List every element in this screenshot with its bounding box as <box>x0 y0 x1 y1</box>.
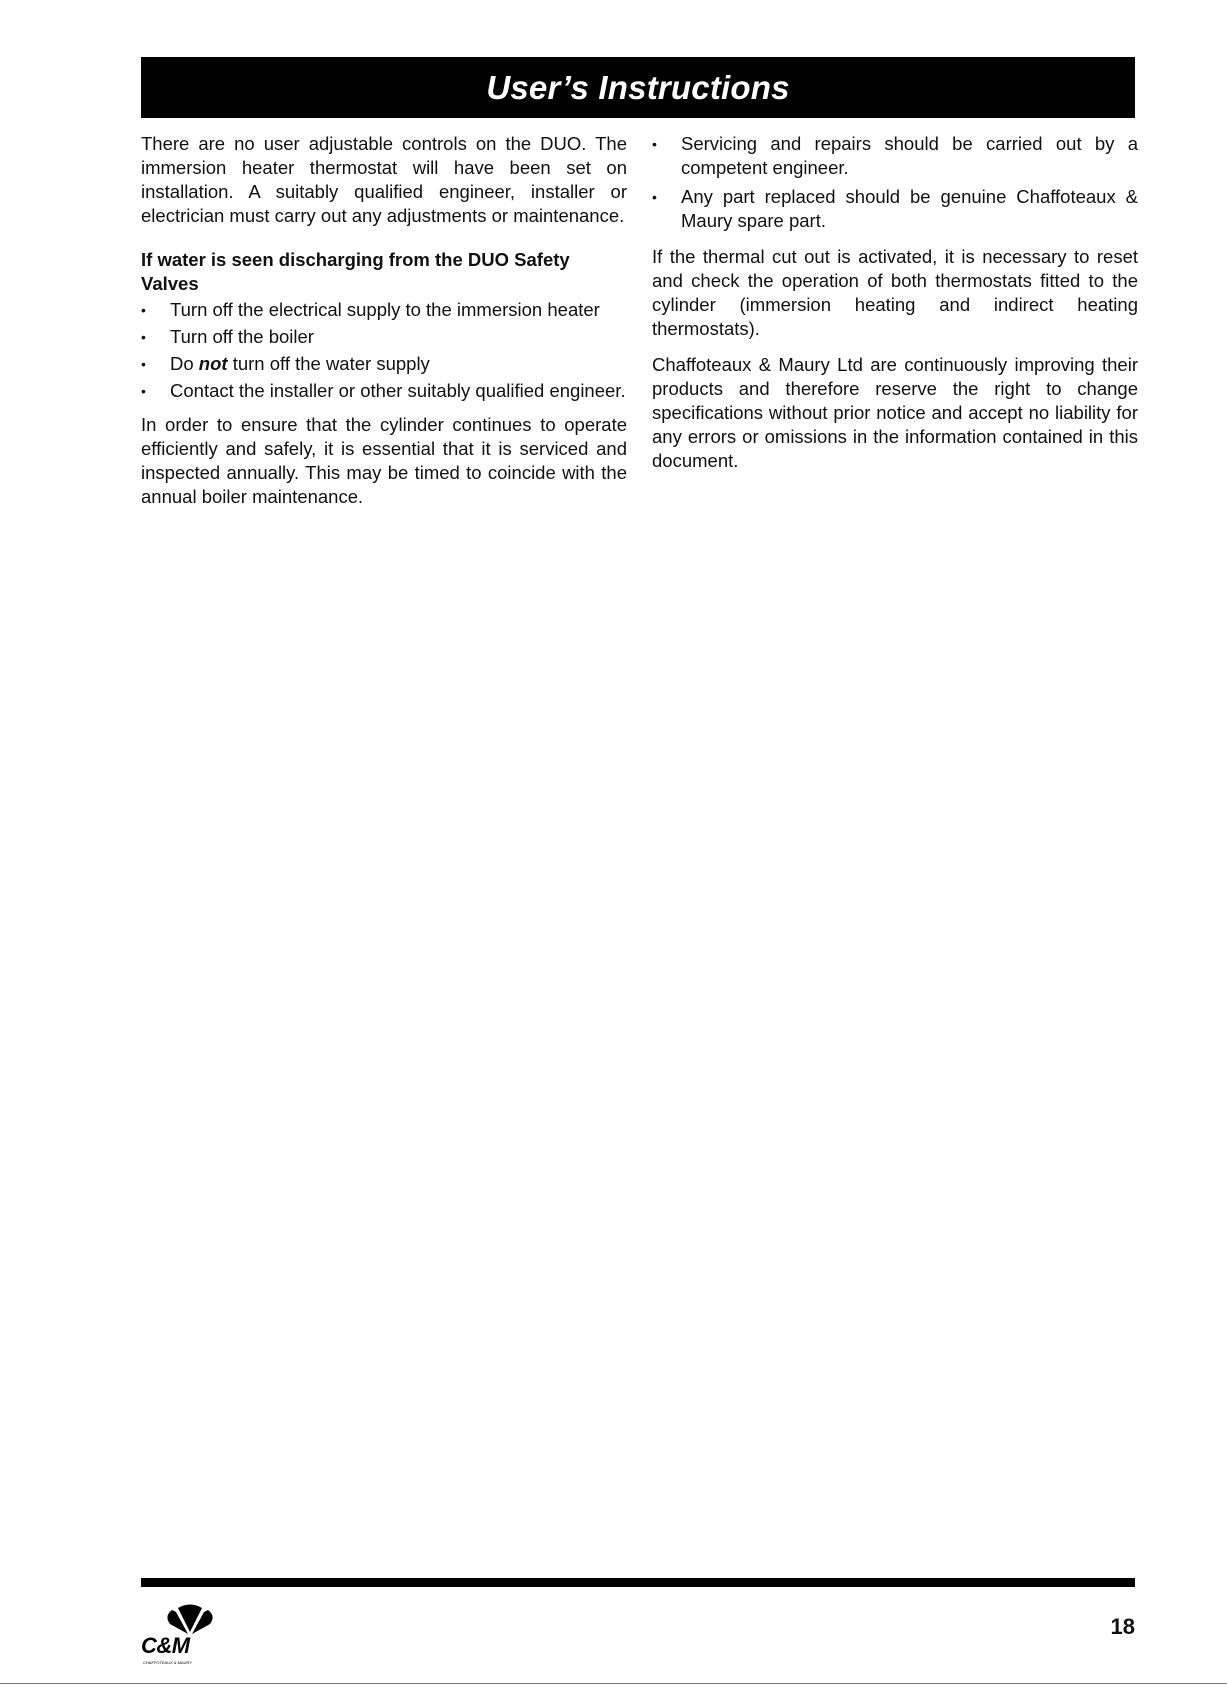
list-item-text: Contact the installer or other suitably qualified engineer. <box>170 380 626 401</box>
bullet-icon: • <box>141 302 146 318</box>
list-item-text-before: Do <box>170 353 199 374</box>
list-item <box>141 379 627 403</box>
bullet-icon: • <box>141 383 146 399</box>
intro-paragraph: There are no user adjustable controls on the DUO. The immersion heater thermostat will have been set on installation. A suitably qualified engineer, installer or electrician must carry out any adjustments or maintenance. <box>141 133 627 226</box>
page-title: User’s Instructions <box>486 68 790 106</box>
maintenance-paragraph: In order to ensure that the cylinder continues to operate efficiently and safely, it is essential that it is serviced and inspected annually. This may be timed to coincide with the annual boiler maintenance. <box>141 414 627 507</box>
left-column <box>141 132 627 521</box>
safety-valve-heading: If water is seen discharging from the DUO Safety Valves <box>141 249 570 294</box>
reset-paragraph: If the thermal cut out is activated, it is necessary to reset and check the operation of both thermostats fitted to the cylinder (immersion heating and indirect heating thermostats). <box>652 246 1138 339</box>
logo-subtext: CHAFFOTEAUX & MAURY <box>143 1660 193 1665</box>
bullet-icon: • <box>652 189 657 205</box>
page-header <box>141 57 1135 118</box>
bullet-icon: • <box>141 329 146 345</box>
page-number: 18 <box>1110 1614 1135 1639</box>
list-item-text: Turn off the boiler <box>170 326 314 347</box>
divider <box>0 1683 1227 1684</box>
list-item-text: Servicing and repairs should be carried out by a competent engineer. <box>681 133 1138 178</box>
logo-text: C&M <box>141 1633 190 1658</box>
list-item-text: Any part replaced should be genuine Chaffoteaux & Maury spare part. <box>681 186 1138 231</box>
list-item <box>652 185 1138 233</box>
list-item <box>141 352 627 376</box>
list-item <box>141 325 627 349</box>
right-column <box>652 132 1138 485</box>
bullet-icon: • <box>141 356 146 372</box>
list-item-text: Turn off the electrical supply to the immersion heater <box>170 299 600 320</box>
list-item <box>141 298 627 322</box>
list-item <box>652 132 1138 180</box>
safety-valve-list <box>141 298 627 403</box>
list-item-text-after: turn off the water supply <box>227 353 430 374</box>
bullet-icon: • <box>652 136 657 152</box>
list-item-emphasis: not <box>198 353 228 374</box>
disclaimer-paragraph: Chaffoteaux & Maury Ltd are continuously improving their products and therefore reserve the right to change specifications without prior notice and accept no liability for any errors or omissions in the information contained in this document. <box>652 354 1138 471</box>
footer-rule <box>141 1578 1135 1587</box>
servicing-list <box>652 132 1138 233</box>
